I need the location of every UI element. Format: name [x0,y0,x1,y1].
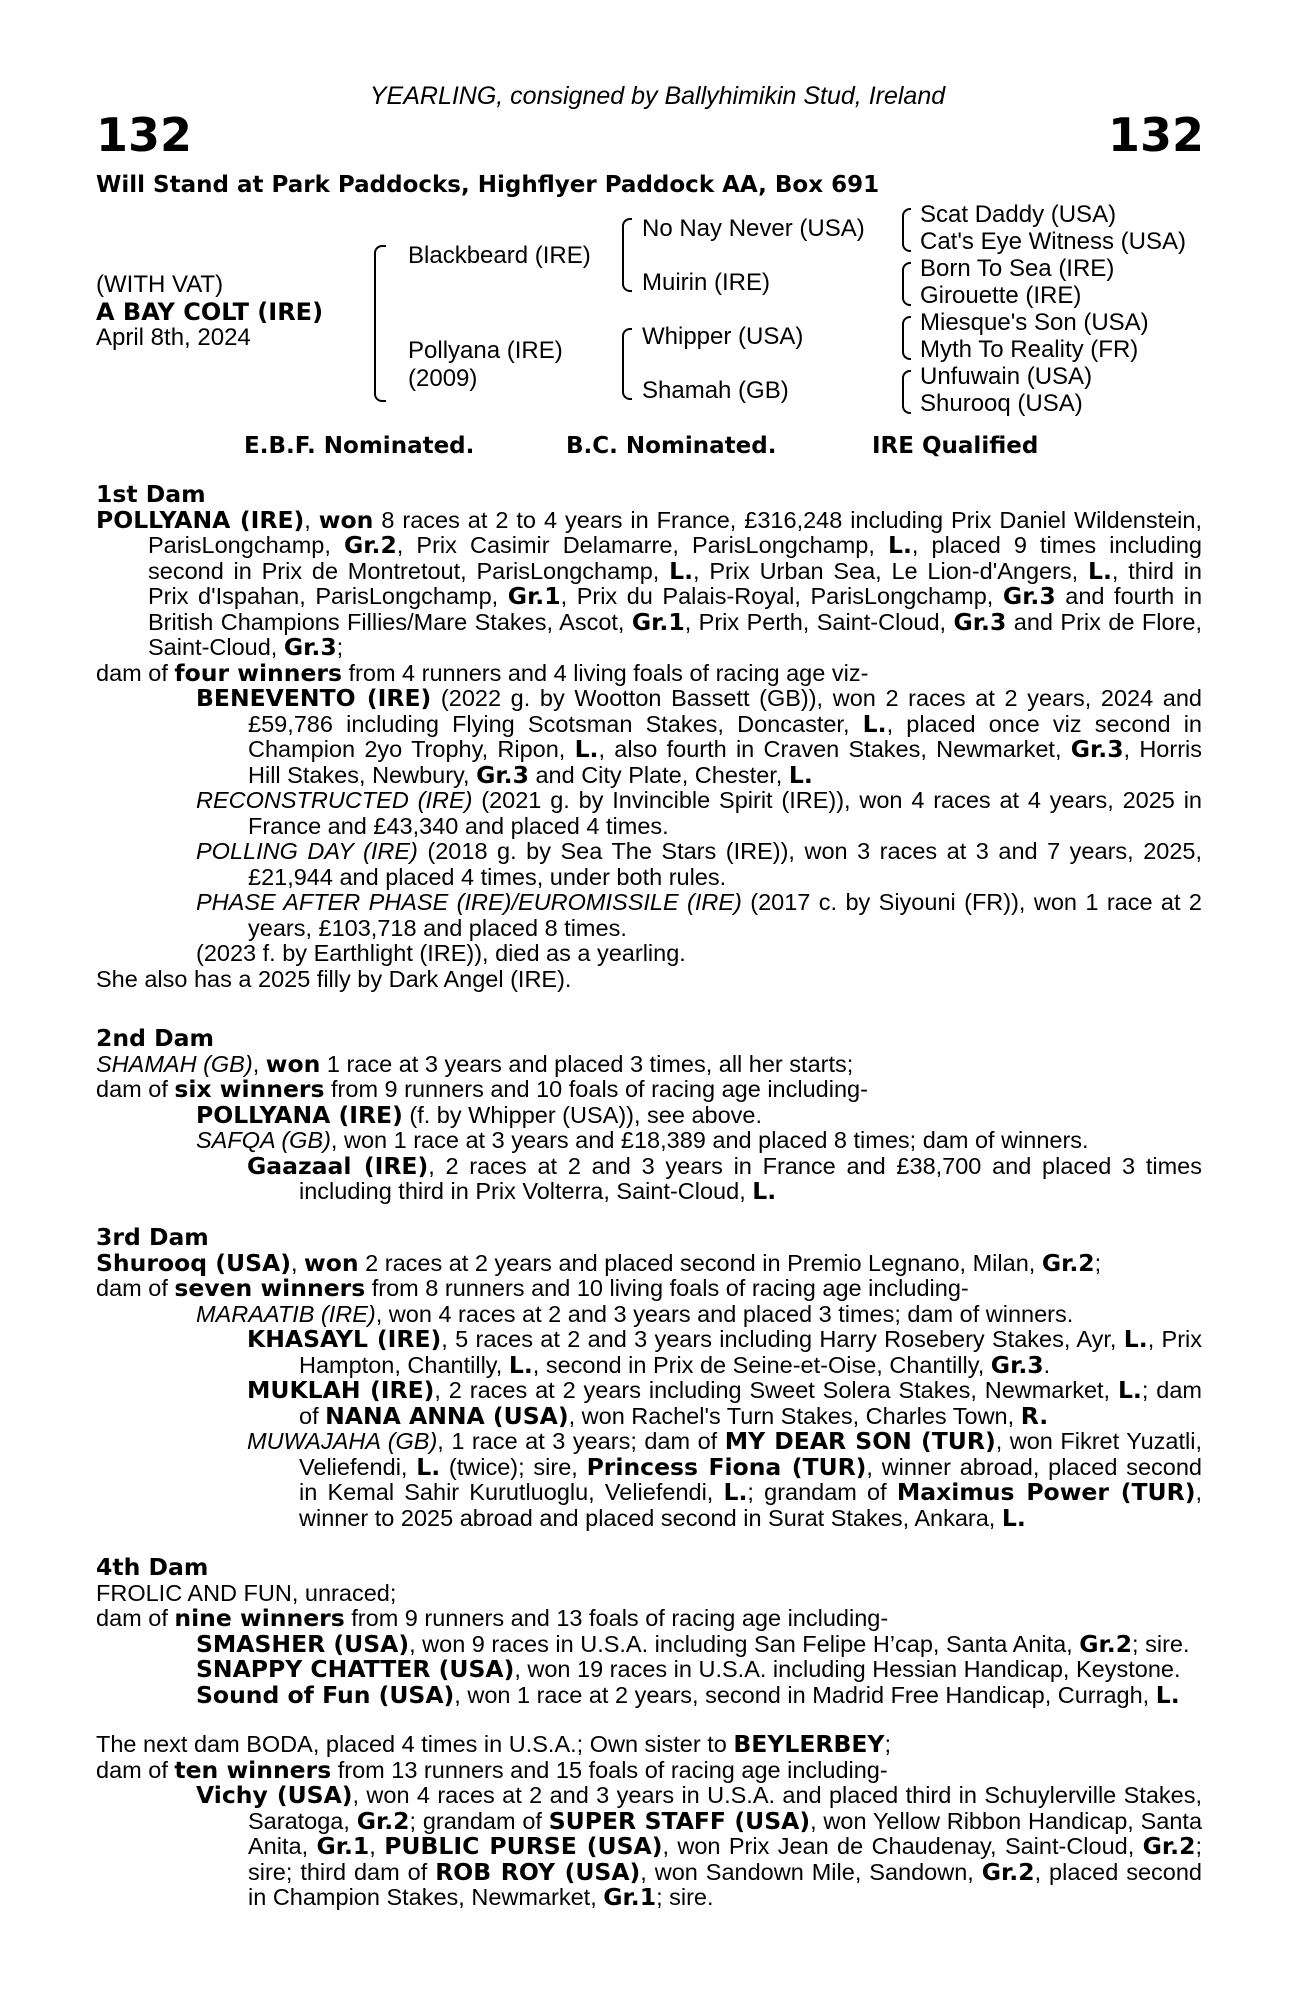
foaling-date: April 8th, 2024 [96,324,251,351]
bc-nomination: B.C. Nominated. [566,433,777,459]
list-item: PHASE AFTER PHASE (IRE)/EUROMISSILE (IRE) (2017 c. by Siyouni (FR)), won 1 race at 2 years, £103,718 and placed 8 times. [196,889,1202,941]
vat-label: (WITH VAT) [96,271,224,298]
brace-main-bottom [374,343,386,402]
list-item: KHASAYL (IRE), 5 races at 2 and 3 years including Harry Rosebery Stakes, Ayr, L., Prix Hampton, Chantilly, L., second in Prix de Seine-et-Oise, Chantilly, Gr.3. [247,1325,1203,1379]
sire: Blackbeard (IRE) [408,242,591,269]
dam-of-line: dam of seven winners from 8 runners and 10 living foals of racing age including- [96,1274,969,1302]
dam-dam: Shamah (GB) [642,377,789,404]
first-dam-section [96,482,1202,992]
dam-sire: Whipper (USA) [642,323,804,350]
brace-sire [622,218,632,292]
sire-sire: No Nay Never (USA) [642,215,865,242]
list-item: SMASHER (USA), won 9 races in U.S.A. including San Felipe H’cap, Santa Anita, Gr.2; sire. [196,1629,1190,1658]
section-heading: 2nd Dam [96,1024,214,1052]
dam: Pollyana (IRE) [408,337,563,364]
list-item: Gaazaal (IRE), 2 races at 2 and 3 years in France and £38,700 and placed 3 times including third in Prix Volterra, Saint-Cloud, L. [247,1151,1202,1205]
list-item: MARAATIB (IRE), won 4 races at 2 and 3 years and placed 3 times; dam of winners. [196,1300,1074,1327]
list-item: (2023 f. by Earthlight (IRE)), died as a yearling. [196,940,686,966]
ggsire-2: Cat's Eye Witness (USA) [920,228,1186,255]
third-dam-section [96,1225,1202,1531]
dam-name: POLLYANA (IRE) [96,505,305,534]
list-item: SAFQA (GB), won 1 race at 3 years and £18,389 and placed 8 times; dam of winners. [196,1127,1089,1153]
list-item: Sound of Fun (USA), won 1 race at 2 years, second in Madrid Free Handicap, Curragh, L. [196,1680,1180,1709]
dam-of-line: dam of nine winners from 9 runners and 13 foals of racing age including- [96,1604,889,1632]
dam-of-line: dam of six winners from 9 runners and 10 foals of racing age including- [96,1075,868,1103]
next-dam-section [96,1732,1202,1911]
brace-gg4 [902,370,911,414]
section-heading: 4th Dam [96,1553,209,1581]
ggsire-1: Scat Daddy (USA) [920,201,1117,228]
ggsire-3: Born To Sea (IRE) [920,255,1115,282]
next-dam-record: The next dam BODA, placed 4 times in U.S.A.; Own sister to BEYLERBEY; [96,1730,891,1758]
lot-number-left: 132 [96,108,193,162]
lot-number-right: 132 [1107,108,1204,162]
horse-name: A BAY COLT (IRE) [96,298,324,326]
ire-qualified: IRE Qualified [872,433,1039,459]
second-dam-section [96,1026,1202,1205]
brace-gg3 [902,316,911,360]
dam-record: Shurooq (USA), won 2 races at 2 years and placed second in Premio Legnano, Milan, Gr.2; [96,1248,1102,1277]
list-item: Vichy (USA), won 4 races at 2 and 3 years in U.S.A. and placed third in Schuylerville Stakes, Saratoga, Gr.2; grandam of SUPER STAFF (USA), won Yellow Ribbon Handicap, Santa Anita, Gr.1, PUBLIC PURSE (USA), won Prix Jean de Chaudenay, Saint-Cloud, Gr.2; sire; third dam of ROB ROY (USA), won Sandown Mile, Sandown, Gr.2, placed second in Champion Stakes, Newmarket, Gr.1; sire. [196,1781,1203,1911]
brace-dam [622,328,632,400]
ggsire-4: Girouette (IRE) [920,282,1082,309]
dam-of-line: dam of four winners from 4 runners and 4 living foals of racing age viz- [96,658,869,687]
brace-gg2 [902,262,911,306]
sire-dam: Muirin (IRE) [642,269,771,296]
list-item: BENEVENTO (IRE) (2022 g. by Wootton Bassett (GB)), won 2 races at 2 years, 2024 and £59,786 including Flying Scotsman Stakes, Doncaster, L., placed once viz second in Champion 2yo Trophy, Ripon, L., also fourth in Craven Stakes, Newmarket, Gr.3, Horris Hill Stakes, Newbury, Gr.3 and City Plate, Chester, L. [196,684,1203,789]
list-item: MUWAJAHA (GB), 1 race at 3 years; dam of MY DEAR SON (TUR), won Fikret Yuzatli, Veliefendi, L. (twice); sire, Princess Fiona (TUR), winner abroad, placed second in Kemal Sahir Kurutluoglu, Veliefendi, L.; grandam of Maximus Power (TUR), winner to 2025 abroad and placed second in Surat Stakes, Ankara, L. [247,1427,1202,1532]
list-item: POLLING DAY (IRE) (2018 g. by Sea The Stars (IRE)), won 3 races at 3 and 7 years, 2025, £21,944 and placed 4 times, under both rules. [196,838,1203,890]
also-note: She also has a 2025 filly by Dark Angel (IRE). [96,965,572,992]
ggsire-5: Miesque's Son (USA) [920,309,1149,336]
list-item: POLLYANA (IRE) (f. by Whipper (USA)), see above. [196,1100,763,1129]
list-item: MUKLAH (IRE), 2 races at 2 years including Sweet Solera Stakes, Newmarket, L.; dam of NANA ANNA (USA), won Rachel's Turn Stakes, Charles Town, R. [247,1376,1202,1430]
dam-year: (2009) [408,365,478,392]
dam-of-line: dam of ten winners from 13 runners and 15 foals of racing age including- [96,1755,888,1784]
consignment-heading: YEARLING, consigned by Ballyhimikin Stud, Ireland [369,82,946,110]
fourth-dam-section [96,1555,1202,1708]
ggsire-6: Myth To Reality (FR) [920,336,1139,363]
ggsire-7: Unfuwain (USA) [920,363,1093,390]
ebf-nomination: E.B.F. Nominated. [244,433,475,459]
section-heading: 3rd Dam [96,1223,209,1251]
brace-gg1 [902,208,911,252]
ggsire-8: Shurooq (USA) [920,390,1083,417]
list-item: RECONSTRUCTED (IRE) (2021 g. by Invincible Spirit (IRE)), won 4 races at 4 years, 2025 in France and £43,340 and placed 4 times. [196,787,1202,839]
dam-record: POLLYANA (IRE), won 8 races at 2 to 4 years in France, £316,248 including Prix Daniel Wildenstein, ParisLongchamp, Gr.2, Prix Casimir Delamarre, ParisLongchamp, L., placed 9 times including second in Prix de Montretout, ParisLongchamp, L., Prix Urban Sea, Le Lion-d'Angers, L., third in Prix d'Ispahan, ParisLongchamp, Gr.1, Prix du Palais-Royal, ParisLongchamp, Gr.3 and fourth in British Champions Fillies/Mare Stakes, Ascot, Gr.1, Prix Perth, Saint-Cloud, Gr.3 and Prix de Flore, Saint-Cloud, Gr.3; [96,505,1203,661]
brace-main-top [374,245,386,345]
stand-location: Will Stand at Park Paddocks, Highflyer Paddock AA, Box 691 [96,172,880,198]
list-item: SNAPPY CHATTER (USA), won 19 races in U.S.A. including Hessian Handicap, Keystone. [196,1655,1181,1683]
dam-record: SHAMAH (GB), won 1 race at 3 years and placed 3 times, all her starts; [96,1049,854,1078]
section-heading: 1st Dam [96,480,206,508]
dam-record: FROLIC AND FUN, unraced; [96,1579,397,1606]
